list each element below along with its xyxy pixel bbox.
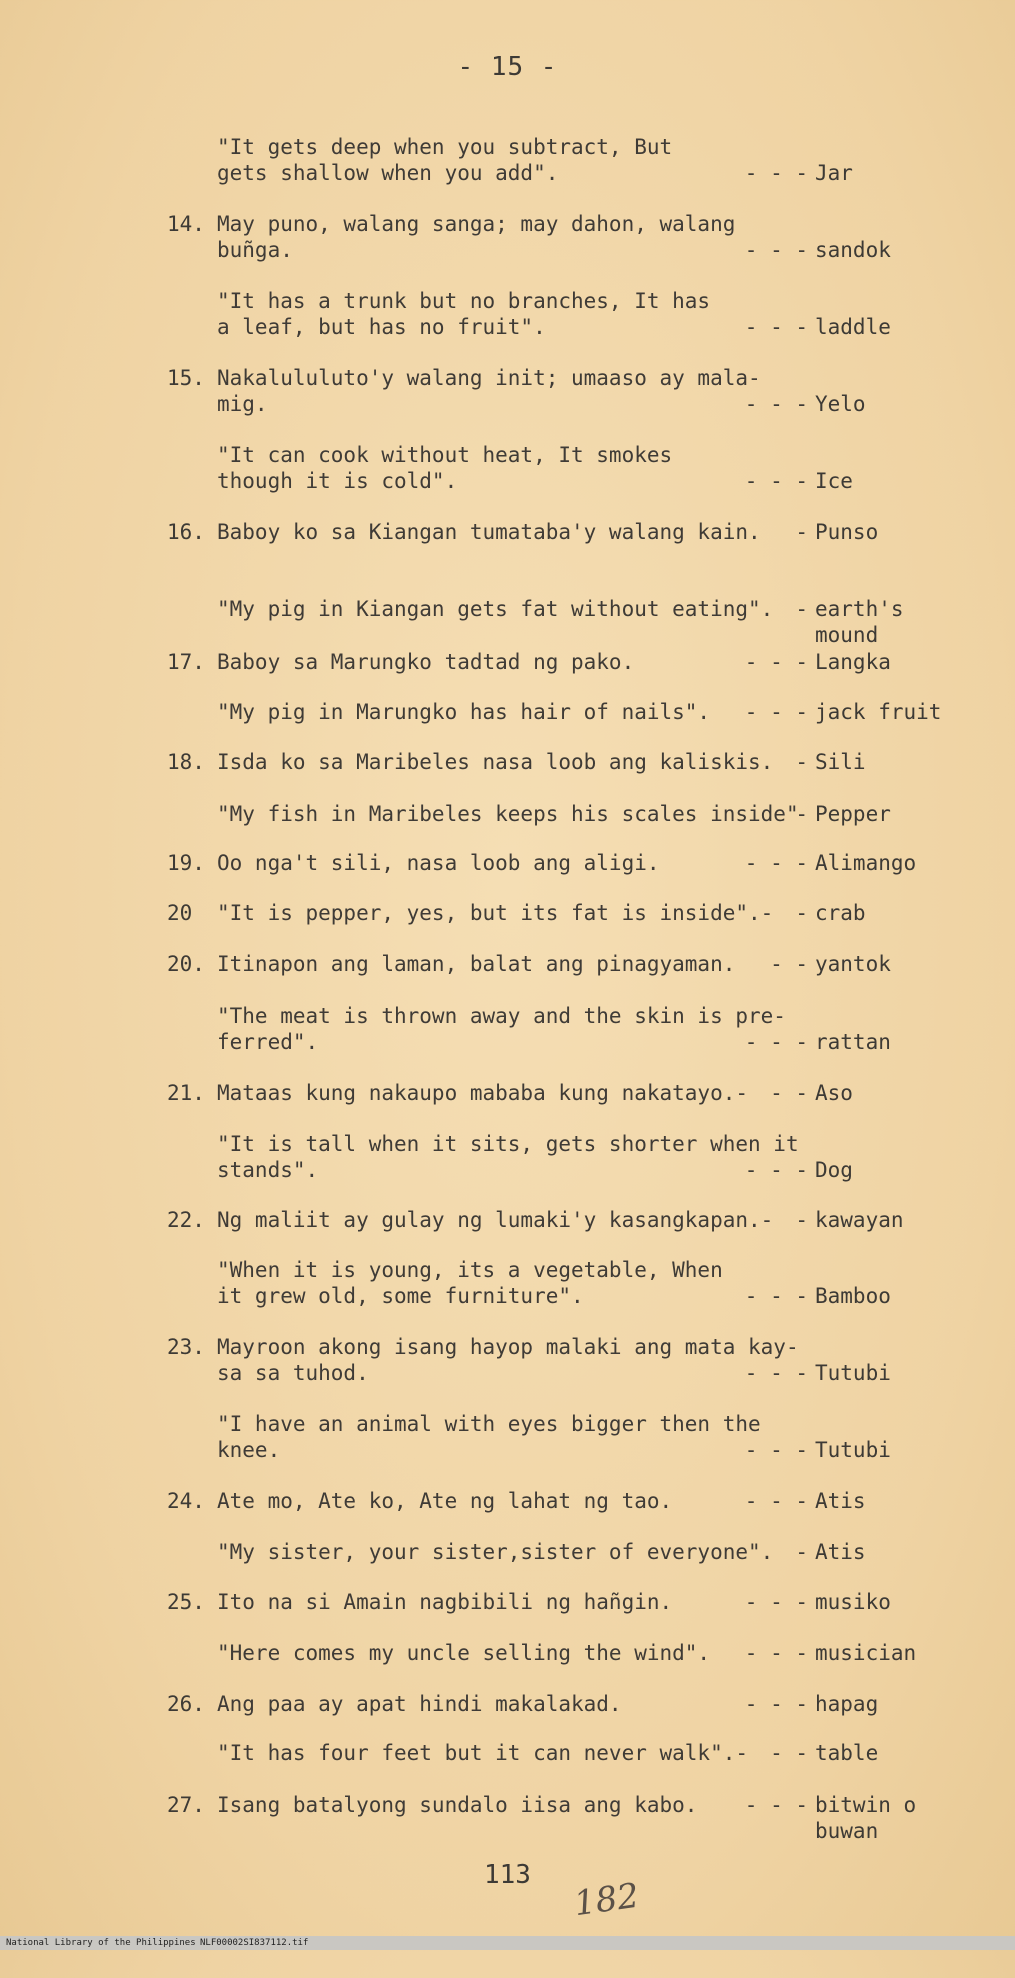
riddle-number: 18. [167, 750, 205, 774]
scan-caption [0, 1936, 1015, 1950]
page-number: - 15 - [457, 52, 558, 82]
riddle-text-line: "The meat is thrown away and the skin is pre- [217, 1004, 786, 1028]
answer-dash: - [795, 901, 808, 925]
scan-caption-library: National Library of the Philippines [6, 1938, 196, 1948]
handwritten-page-number: 182 [571, 1875, 642, 1925]
riddle-text-line: it grew old, some furniture". [217, 1284, 584, 1308]
riddle-text-line: Isda ko sa Maribeles nasa loob ang kaliskis. [217, 750, 774, 774]
riddle-number: 16. [167, 520, 205, 544]
riddle-text-line: Itinapon ang laman, balat ang pinagyaman. [217, 952, 736, 976]
riddle-answer: musiko [815, 1590, 891, 1614]
answer-dash: - - [770, 1081, 808, 1105]
answer-dash: - [795, 750, 808, 774]
riddle-number: 17. [167, 650, 205, 674]
riddle-text-line: "It is pepper, yes, but its fat is inside".- [217, 901, 774, 925]
riddle-answer: Sili [815, 750, 866, 774]
answer-dash: - - - [744, 1030, 808, 1054]
riddle-text-line: Ng maliit ay gulay ng lumaki'y kasangkapan.- [217, 1208, 774, 1232]
riddle-text-line: "I have an animal with eyes bigger then the [217, 1412, 761, 1436]
riddle-text-line: "It can cook without heat, It smokes [217, 443, 673, 467]
riddle-text-line: "My pig in Kiangan gets fat without eating". [217, 597, 774, 621]
riddle-text-line: knee. [217, 1438, 281, 1462]
footer-page-number: 113 [484, 1860, 531, 1890]
answer-dash: - - - [744, 650, 808, 674]
riddle-text-line: Baboy ko sa Kiangan tumataba'y walang kain. [217, 520, 761, 544]
riddle-number: 26. [167, 1692, 205, 1716]
answer-dash: - - - [744, 1590, 808, 1614]
answer-dash: - [795, 520, 808, 544]
riddle-number: 22. [167, 1208, 205, 1232]
answer-dash: - - - [744, 315, 808, 339]
answer-dash: - - - [744, 161, 808, 185]
riddle-answer: Ice [815, 469, 853, 493]
riddle-text-line: Ang paa ay apat hindi makalakad. [217, 1692, 622, 1716]
riddle-answer: crab [815, 901, 866, 925]
riddle-answer: Punso [815, 520, 879, 544]
riddle-answer: Tutubi [815, 1361, 891, 1385]
riddle-answer: mound [815, 623, 879, 647]
answer-dash: - [795, 1208, 808, 1232]
riddle-answer: laddle [815, 315, 891, 339]
answer-dash: - [795, 597, 808, 621]
riddle-text-line: "It has four feet but it can never walk".- [217, 1741, 749, 1765]
riddle-answer: bitwin o [815, 1793, 917, 1817]
riddle-number: 27. [167, 1793, 205, 1817]
riddle-answer: sandok [815, 238, 891, 262]
riddle-text-line: sa sa tuhod. [217, 1361, 369, 1385]
riddle-text-line: Isang batalyong sundalo iisa ang kabo. [217, 1793, 698, 1817]
riddle-number: 15. [167, 366, 205, 390]
answer-dash: - - - [744, 469, 808, 493]
riddle-number: 21. [167, 1081, 205, 1105]
riddle-text-line: "When it is young, its a vegetable, When [217, 1258, 723, 1282]
riddle-number: 19. [167, 851, 205, 875]
riddle-text-line: Mayroon akong isang hayop malaki ang mata kay- [217, 1335, 799, 1359]
riddle-answer: Yelo [815, 392, 866, 416]
riddle-answer: Jar [815, 161, 853, 185]
riddle-answer: buwan [815, 1819, 879, 1843]
riddle-text-line: a leaf, but has no fruit". [217, 315, 546, 339]
riddle-answer: table [815, 1741, 879, 1765]
riddle-number: 14. [167, 212, 205, 236]
answer-dash: - - - [744, 392, 808, 416]
riddle-text-line: Ate mo, Ate ko, Ate ng lahat ng tao. [217, 1489, 673, 1513]
answer-dash: - - [770, 1741, 808, 1765]
riddle-answer: yantok [815, 952, 891, 976]
answer-dash: - - - [744, 1438, 808, 1462]
riddle-text-line: ferred". [217, 1030, 319, 1054]
riddle-answer: rattan [815, 1030, 891, 1054]
riddle-text-line: "It is tall when it sits, gets shorter when it [217, 1132, 799, 1156]
riddle-answer: Atis [815, 1540, 866, 1564]
scan-caption-filename: NLF00002SI837112.tif [200, 1938, 309, 1948]
answer-dash: - - - [744, 1692, 808, 1716]
answer-dash: - - [770, 952, 808, 976]
riddle-text-line: mig. [217, 392, 268, 416]
riddle-text-line: Baboy sa Marungko tadtad ng pako. [217, 650, 635, 674]
riddle-answer: Dog [815, 1158, 853, 1182]
answer-dash: - - - [744, 1641, 808, 1665]
riddle-answer: Pepper [815, 802, 891, 826]
riddle-answer: Bamboo [815, 1284, 891, 1308]
answer-dash: - - - [744, 1284, 808, 1308]
answer-dash: - - - [744, 700, 808, 724]
answer-dash: - [795, 802, 808, 826]
riddle-answer: Alimango [815, 851, 917, 875]
riddle-text-line: though it is cold". [217, 469, 458, 493]
riddle-number: 24. [167, 1489, 205, 1513]
riddle-text-line: "My pig in Marungko has hair of nails". [217, 700, 711, 724]
answer-dash: - [795, 1540, 808, 1564]
answer-dash: - - - [744, 1489, 808, 1513]
riddle-answer: musician [815, 1641, 917, 1665]
riddle-answer: Aso [815, 1081, 853, 1105]
riddle-answer: Tutubi [815, 1438, 891, 1462]
riddle-number: 20 [167, 901, 193, 925]
riddle-text-line: "My sister, your sister,sister of everyone". [217, 1540, 774, 1564]
riddle-text-line: "It gets deep when you subtract, But [217, 135, 673, 159]
riddle-text-line: stands". [217, 1158, 319, 1182]
riddle-number: 23. [167, 1335, 205, 1359]
riddle-answer: Atis [815, 1489, 866, 1513]
riddle-text-line: gets shallow when you add". [217, 161, 559, 185]
answer-dash: - - - [744, 1361, 808, 1385]
riddle-answer: Langka [815, 650, 891, 674]
riddle-answer: jack fruit [815, 700, 942, 724]
riddle-number: 25. [167, 1590, 205, 1614]
answer-dash: - - - [744, 851, 808, 875]
riddle-text-line: "Here comes my uncle selling the wind". [217, 1641, 711, 1665]
riddle-text-line: Nakalululuto'y walang init; umaaso ay mala- [217, 366, 761, 390]
riddle-answer: kawayan [815, 1208, 904, 1232]
riddle-text-line: "It has a trunk but no branches, It has [217, 289, 711, 313]
riddle-text-line: buñga. [217, 238, 293, 262]
answer-dash: - - - [744, 1793, 808, 1817]
riddle-text-line: Ito na si Amain nagbibili ng hañgin. [217, 1590, 673, 1614]
riddle-text-line: May puno, walang sanga; may dahon, walang [217, 212, 736, 236]
riddle-text-line: Oo nga't sili, nasa loob ang aligi. [217, 851, 660, 875]
riddle-answer: hapag [815, 1692, 879, 1716]
answer-dash: - - - [744, 1158, 808, 1182]
riddle-answer: earth's [815, 597, 904, 621]
riddle-text-line: Mataas kung nakaupo mababa kung nakatayo.- [217, 1081, 749, 1105]
answer-dash: - - - [744, 238, 808, 262]
riddle-text-line: "My fish in Maribeles keeps his scales inside" [217, 802, 799, 826]
riddle-number: 20. [167, 952, 205, 976]
